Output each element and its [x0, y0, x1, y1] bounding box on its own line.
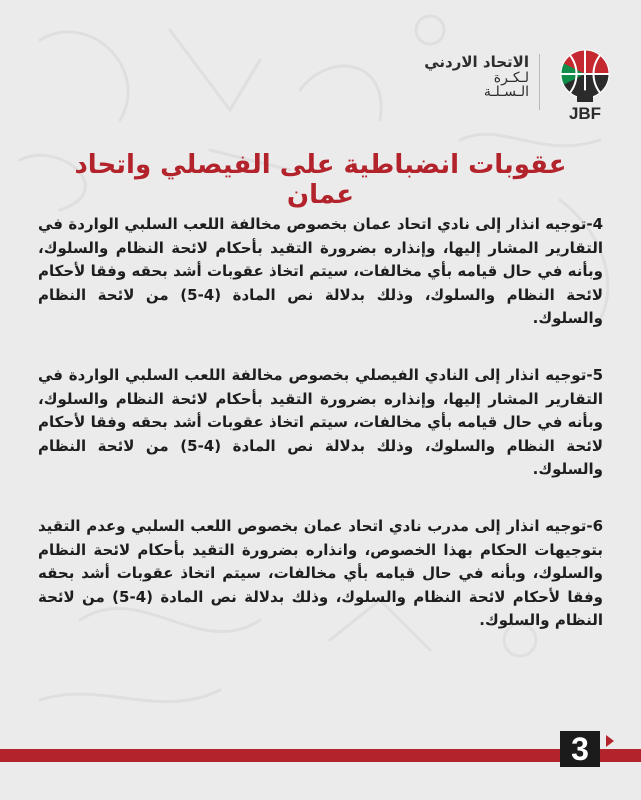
federation-line-3: الـسـلـة — [483, 84, 529, 101]
footer-accent-bar — [0, 749, 641, 762]
decision-paragraph-5: 5-توجيه انذار إلى النادي الفيصلي بخصوص مخالفة اللعب السلبي الواردة في التقارير المشار إليها، وإنذاره بضرورة التقيد بأحكام لائحة النظام والسلوك، وبأنه في حال قيامه بأي مخالفات، سيتم اتخاذ عقوبات أشد بحقه وفقا لأحكام لائحة النظام والسلوك، وذلك بدلالة نص المادة (4-5) من لائحة النظام والسلوك. — [38, 365, 603, 479]
federation-line-2: لـكـرة — [493, 69, 529, 86]
jbf-logo — [557, 44, 613, 122]
decisions-list — [38, 213, 603, 666]
federation-line-1: الاتحاد الاردني — [424, 53, 529, 71]
page-title: عقوبات انضباطية على الفيصلي واتحاد عمان — [74, 150, 567, 210]
logo-text: JBF — [568, 104, 602, 122]
decision-paragraph-4: 4-توجيه انذار إلى نادي اتحاد عمان بخصوص مخالفة اللعب السلبي الواردة في التقارير المشار إليها، وإنذاره بضرورة التقيد بأحكام لائحة النظام والسلوك، وبأنه في حال قيامه بأي مخالفات، سيتم اتخاذ عقوبات أشد بحقه وفقا لأحكام لائحة النظام والسلوك، وذلك بدلالة نص المادة (4-5) من لائحة النظام والسلوك. — [38, 215, 603, 328]
federation-name — [424, 55, 529, 100]
header-divider — [539, 54, 540, 110]
page-number: 3 — [560, 731, 600, 767]
arrow-right-icon — [606, 735, 614, 747]
decision-paragraph-6: 6-توجيه انذار إلى مدرب نادي اتحاد عمان بخصوص اللعب السلبي وعدم التقيد بتوجيهات الحكام بهذا الخصوص، وانذاره بضرورة التقيد بأحكام لائحة النظام والسلوك، وبأنه في حال قيامه بأي مخالفات، سيتم اتخاذ عقوبات أشد بحقه وفقا لأحكام لائحة النظام والسلوك، وذلك بدلالة نص المادة (4-5) من لائحة النظام والسلوك. — [38, 516, 604, 630]
